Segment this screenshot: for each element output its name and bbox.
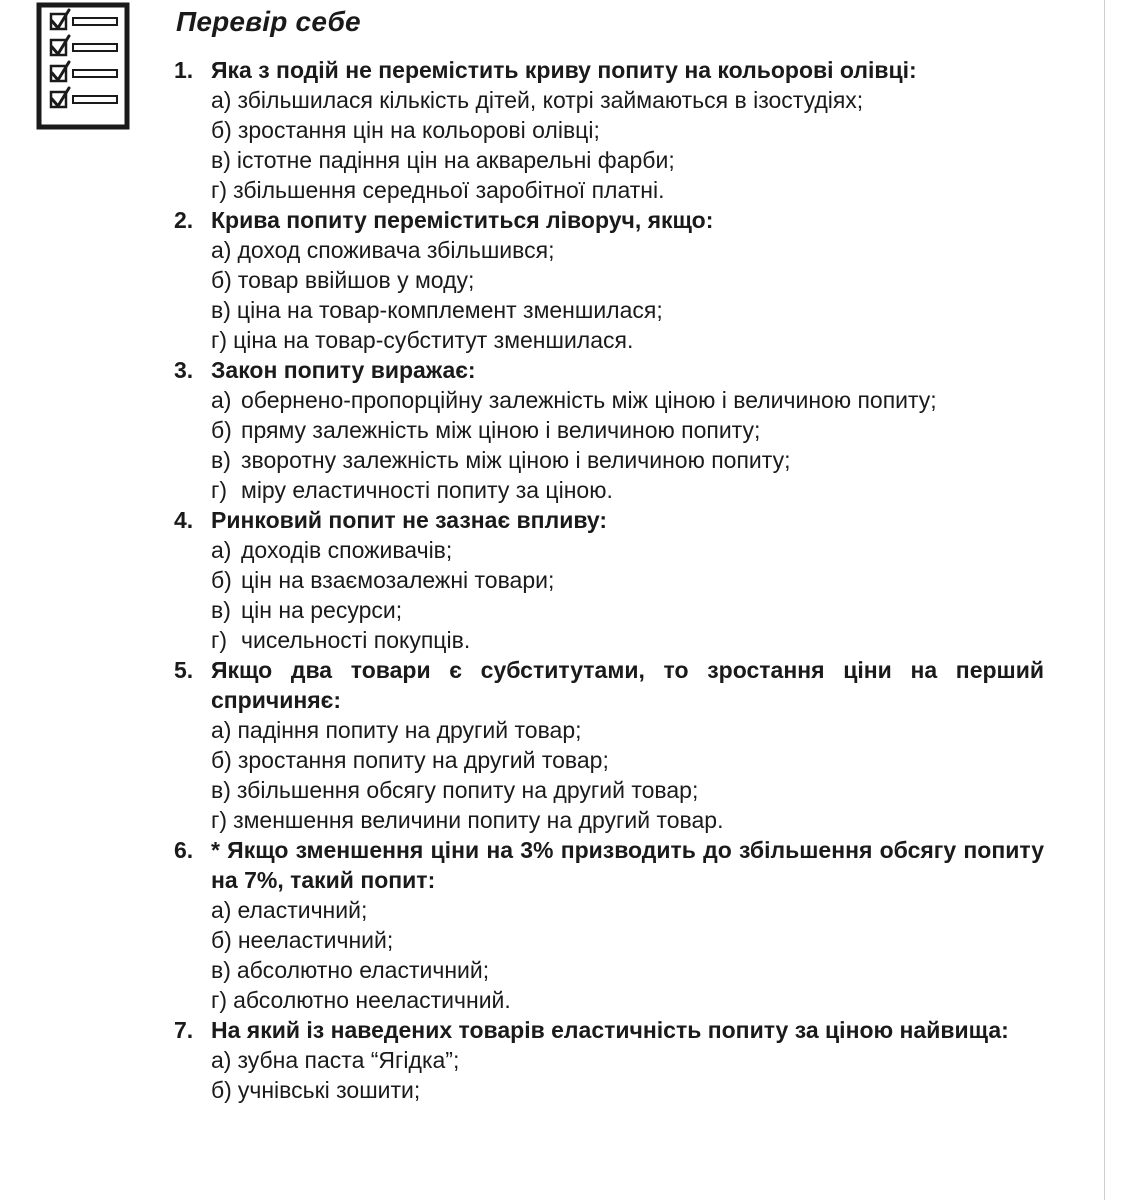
question-text: Закон попиту виражає: [211, 357, 476, 383]
option-letter: г) [211, 627, 228, 653]
option-text: товар ввійшов у моду; [237, 267, 475, 293]
question-text-line [174, 355, 1044, 385]
option-letter: а) [211, 897, 232, 923]
option-b [211, 925, 1044, 955]
option-h [211, 985, 1044, 1015]
option-text: доходів споживачів; [241, 537, 453, 563]
option-h [211, 175, 1044, 205]
option-letter: в) [211, 447, 231, 473]
option-b [211, 565, 1044, 595]
question-1 [174, 55, 1044, 205]
question-text: Крива попиту переміститься ліворуч, якщо: [211, 207, 714, 233]
question-number: 5. [174, 657, 194, 683]
option-text: обернено-пропорційну залежність між ціною і величиною попиту; [241, 387, 937, 413]
option-letter: а) [211, 87, 232, 113]
page-edge-rule [1104, 0, 1105, 1200]
option-b [211, 115, 1044, 145]
option-a [211, 535, 1044, 565]
option-a [211, 1045, 1044, 1075]
option-h [211, 325, 1044, 355]
question-text: * Якщо зменшення ціни на 3% призводить до збільшення обсягу попиту на 7%, такий попит: [211, 837, 1044, 893]
option-v [211, 445, 1044, 475]
option-v [211, 955, 1044, 985]
option-text: пряму залежність між ціною і величиною попиту; [241, 417, 761, 443]
option-h [211, 475, 1044, 505]
question-text-line [174, 655, 1044, 715]
checklist-icon [36, 2, 130, 130]
options-list [211, 385, 1044, 505]
option-letter: б) [211, 747, 232, 773]
question-4 [174, 505, 1044, 655]
option-a [211, 235, 1044, 265]
option-text: збільшилася кількість дітей, котрі займаються в ізостудіях; [237, 87, 864, 113]
question-text: Яка з подій не перемістить криву попиту на кольорові олівці: [211, 57, 917, 83]
options-list [211, 1045, 1044, 1105]
question-text-line [174, 55, 1044, 85]
question-text-line [174, 1015, 1044, 1045]
option-v [211, 775, 1044, 805]
question-text: На який із наведених товарів еластичність попиту за ціною найвища: [211, 1017, 1009, 1043]
question-5 [174, 655, 1044, 835]
options-list [211, 535, 1044, 655]
option-b [211, 1075, 1044, 1105]
options-list [211, 85, 1044, 205]
option-a [211, 385, 1044, 415]
option-text: зменшення величини попиту на другий товар. [233, 807, 724, 833]
option-letter: а) [211, 387, 232, 413]
option-b [211, 265, 1044, 295]
options-list [211, 715, 1044, 835]
option-letter: б) [211, 1077, 232, 1103]
option-text: нееластичний; [237, 927, 394, 953]
option-text: зростання попиту на другий товар; [237, 747, 609, 773]
question-6 [174, 835, 1044, 1015]
option-text: падіння попиту на другий товар; [237, 717, 582, 743]
question-text-line [174, 835, 1044, 895]
option-letter: г) [211, 807, 228, 833]
question-2 [174, 205, 1044, 355]
option-letter: в) [211, 957, 231, 983]
option-v [211, 145, 1044, 175]
option-v [211, 595, 1044, 625]
option-text: збільшення середньої заробітної платні. [233, 177, 665, 203]
question-text: Якщо два товари є субститутами, то зростання ціни на перший спричиняє: [211, 657, 1044, 713]
option-text: ціна на товар-субститут зменшилася. [233, 327, 634, 353]
option-b [211, 745, 1044, 775]
question-number: 4. [174, 507, 194, 533]
option-letter: б) [211, 267, 232, 293]
question-number: 3. [174, 357, 194, 383]
question-text: Ринковий попит не зазнає впливу: [211, 507, 608, 533]
option-letter: а) [211, 1047, 232, 1073]
option-letter: а) [211, 537, 232, 563]
option-text: зворотну залежність між ціною і величиною попиту; [241, 447, 791, 473]
option-text: еластичний; [237, 897, 368, 923]
option-letter: в) [211, 777, 231, 803]
option-text: чисельності покупців. [241, 627, 471, 653]
option-text: міру еластичності попиту за ціною. [241, 477, 613, 503]
option-text: зубна паста “Ягідка”; [237, 1047, 460, 1073]
option-letter: б) [211, 927, 232, 953]
option-h [211, 805, 1044, 835]
question-number: 1. [174, 57, 194, 83]
option-text: істотне падіння цін на акварельні фарби; [236, 147, 675, 173]
question-number: 6. [174, 837, 194, 863]
option-letter: в) [211, 297, 231, 323]
option-text: цін на взаємозалежні товари; [241, 567, 555, 593]
question-number: 2. [174, 207, 194, 233]
option-letter: б) [211, 417, 232, 443]
option-letter: г) [211, 327, 228, 353]
question-number: 7. [174, 1017, 194, 1043]
option-letter: б) [211, 567, 232, 593]
options-list [211, 895, 1044, 1015]
option-letter: а) [211, 237, 232, 263]
option-text: збільшення обсягу попиту на другий товар; [236, 777, 699, 803]
option-text: учнівські зошити; [237, 1077, 421, 1103]
option-text: доход споживача збільшився; [237, 237, 555, 263]
questions-list [174, 55, 1044, 1105]
option-letter: г) [211, 987, 228, 1013]
option-text: цін на ресурси; [241, 597, 403, 623]
question-text-line [174, 205, 1044, 235]
option-text: абсолютно нееластичний. [233, 987, 511, 1013]
options-list [211, 235, 1044, 355]
option-letter: в) [211, 147, 231, 173]
option-text: абсолютно еластичний; [236, 957, 490, 983]
option-a [211, 85, 1044, 115]
option-text: зростання цін на кольорові олівці; [237, 117, 600, 143]
question-text-line [174, 505, 1044, 535]
option-letter: б) [211, 117, 232, 143]
option-text: ціна на товар-комплемент зменшилася; [236, 297, 663, 323]
option-v [211, 295, 1044, 325]
page-title: Перевір себе [176, 6, 361, 37]
question-3 [174, 355, 1044, 505]
option-a [211, 715, 1044, 745]
option-letter: в) [211, 597, 231, 623]
option-letter: г) [211, 177, 228, 203]
option-h [211, 625, 1044, 655]
question-7 [174, 1015, 1044, 1105]
option-b [211, 415, 1044, 445]
option-letter: а) [211, 717, 232, 743]
option-letter: г) [211, 477, 228, 503]
option-a [211, 895, 1044, 925]
